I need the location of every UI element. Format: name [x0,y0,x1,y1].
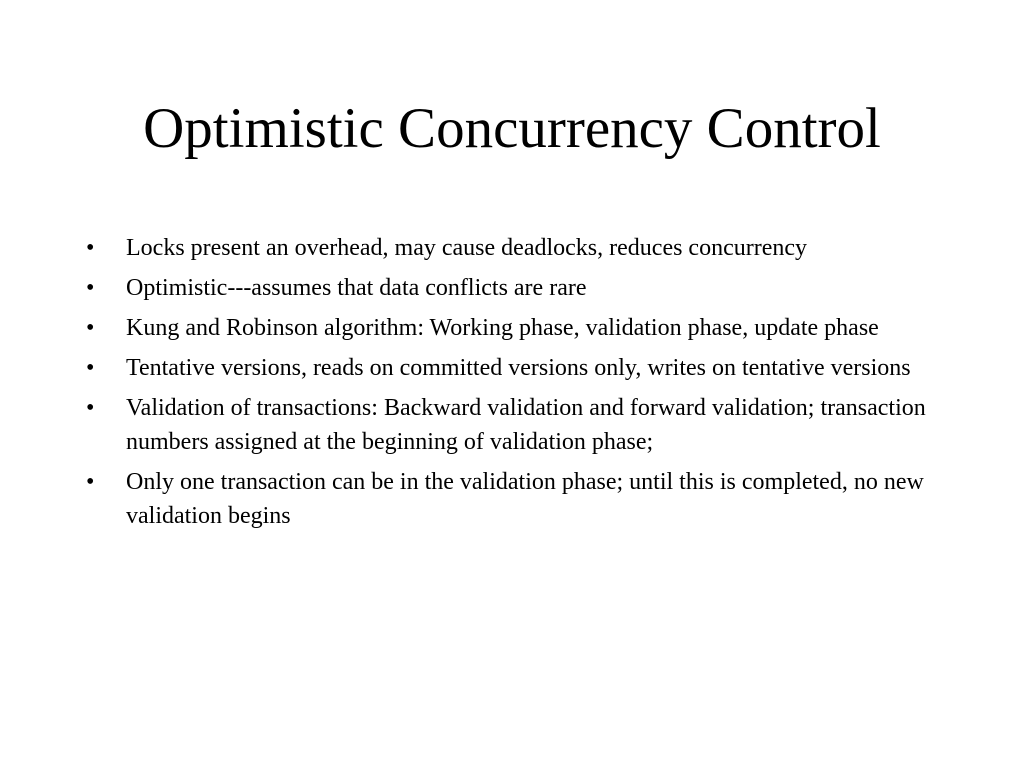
bullet-item [86,271,946,305]
bullet-text: Validation of transactions: Backward validation and forward validation; transaction numbers assigned at the beginning of validation phase; [126,395,926,455]
bullet-icon: • [86,355,95,381]
bullet-text: Locks present an overhead, may cause deadlocks, reduces concurrency [126,235,808,261]
bullet-icon: • [86,469,95,495]
bullet-text: Optimistic---assumes that data conflicts are rare [126,275,587,301]
bullet-item [86,351,946,385]
bullet-icon: • [86,315,95,341]
bullet-text: Kung and Robinson algorithm: Working phase, validation phase, update phase [126,315,879,341]
bullet-item [86,391,946,459]
bullet-text: Tentative versions, reads on committed versions only, writes on tentative versions [126,355,911,381]
bullet-item [86,231,946,265]
bullet-item [86,465,946,533]
bullet-text: Only one transaction can be in the validation phase; until this is completed, no new validation begins [126,469,924,529]
slide-title: Optimistic Concurrency Control [143,97,881,160]
bullet-icon: • [86,395,95,421]
bullet-icon: • [86,235,95,261]
bullet-icon: • [86,275,95,301]
bullet-list [86,231,946,539]
bullet-item [86,311,946,345]
